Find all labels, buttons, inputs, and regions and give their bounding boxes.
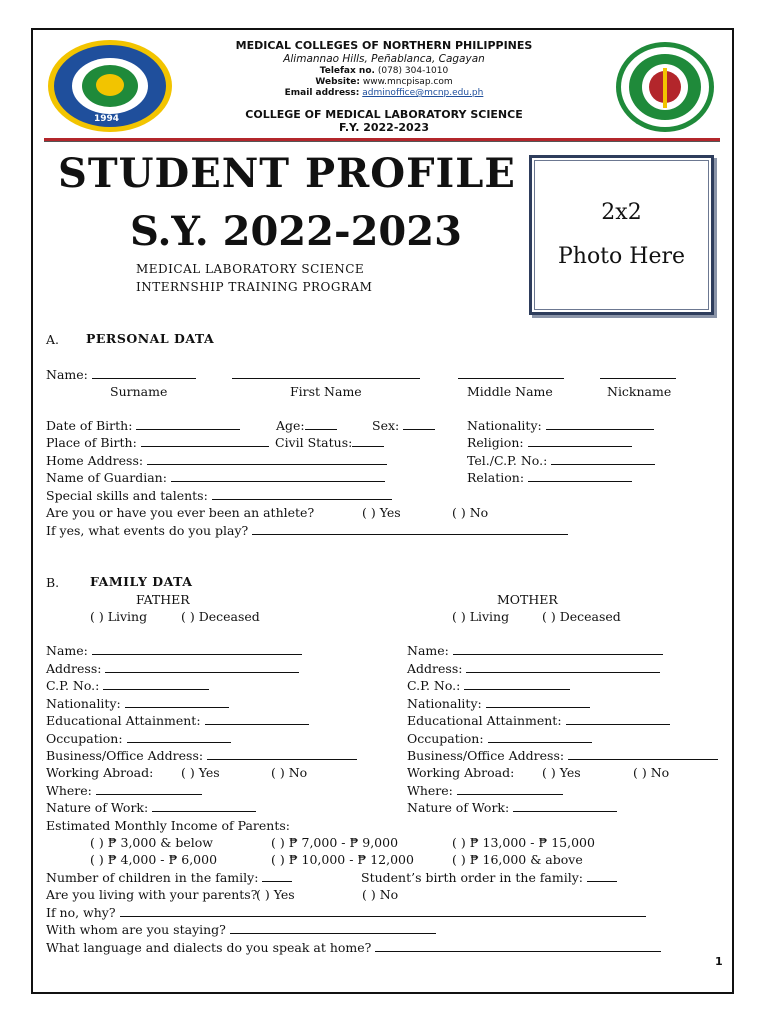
income-option[interactable]: ( ) ₱ 3,000 & below (90, 835, 213, 850)
mother-address-field[interactable] (466, 661, 660, 673)
mother-name-row: Name: (407, 643, 663, 658)
father-nationality-row: Nationality: (46, 696, 229, 711)
birth-order-row: Student’s birth order in the family: (361, 870, 617, 885)
pob-row: Place of Birth: (46, 435, 269, 450)
first-name-caption: First Name (290, 384, 362, 399)
name-row: Name: (46, 367, 196, 382)
religion-row: Religion: (467, 435, 632, 450)
email-line: Email address: adminoffice@mcnp.edu.ph (284, 88, 484, 98)
father-where-field[interactable] (96, 783, 202, 795)
mother-business-field[interactable] (568, 748, 718, 760)
father-living-option[interactable]: ( ) Living (90, 609, 148, 624)
program-line-2: INTERNSHIP TRAINING PROGRAM (136, 280, 373, 294)
father-occupation-field[interactable] (127, 731, 231, 743)
mother-cp-field[interactable] (464, 678, 570, 690)
athlete-no-option[interactable]: ( ) No (452, 505, 489, 520)
father-name-field[interactable] (92, 643, 302, 655)
telefax-line: Telefax no. (078) 304-1010 (319, 66, 449, 76)
mother-abroad-no-option[interactable]: ( ) No (633, 765, 670, 780)
guardian-row: Name of Guardian: (46, 470, 385, 485)
mother-heading: MOTHER (497, 592, 558, 607)
surname-caption: Surname (110, 384, 168, 399)
father-address-row: Address: (46, 661, 299, 676)
language-field[interactable] (375, 940, 661, 952)
tel-row: Tel./C.P. No.: (467, 453, 655, 468)
section-b-letter: B. (46, 575, 60, 590)
civil-status-field[interactable] (352, 435, 384, 447)
income-label: Estimated Monthly Income of Parents: (46, 818, 290, 833)
relation-row: Relation: (467, 470, 632, 485)
school-address: Alimannao Hills, Peñablanca, Cagayan (283, 53, 485, 65)
mother-address-row: Address: (407, 661, 660, 676)
seal-year: 1994 (94, 114, 120, 124)
header-divider (44, 138, 720, 142)
form-school-year: S.Y. 2022-2023 (130, 208, 462, 255)
fiscal-year: F.Y. 2022-2023 (338, 121, 430, 134)
father-education-field[interactable] (205, 713, 309, 725)
father-education-row: Educational Attainment: (46, 713, 309, 728)
section-b-heading: FAMILY DATA (90, 574, 193, 589)
father-abroad-yes-option[interactable]: ( ) Yes (181, 765, 220, 780)
father-abroad-no-option[interactable]: ( ) No (271, 765, 308, 780)
nationality-field[interactable] (546, 418, 654, 430)
children-row: Number of children in the family: (46, 870, 292, 885)
income-option[interactable]: ( ) ₱ 10,000 - ₱ 12,000 (271, 852, 414, 867)
income-option[interactable]: ( ) ₱ 16,000 & above (452, 852, 583, 867)
photo-placeholder[interactable] (529, 155, 714, 315)
if-no-row: If no, why? (46, 905, 646, 920)
first-name-field[interactable] (232, 367, 420, 379)
sex-field[interactable] (403, 418, 435, 430)
program-line-1: MEDICAL LABORATORY SCIENCE (136, 262, 365, 276)
mother-abroad-yes-option[interactable]: ( ) Yes (542, 765, 581, 780)
dob-field[interactable] (136, 418, 240, 430)
father-abroad-label: Working Abroad: (46, 765, 154, 780)
page-number: 1 (715, 955, 723, 968)
nationality-row: Nationality: (467, 418, 654, 433)
income-option[interactable]: ( ) ₱ 4,000 - ₱ 6,000 (90, 852, 218, 867)
father-occupation-row: Occupation: (46, 731, 231, 746)
sex-row: Sex: (372, 418, 435, 433)
father-name-row: Name: (46, 643, 302, 658)
father-address-field[interactable] (105, 661, 299, 673)
home-address-row: Home Address: (46, 453, 387, 468)
photo-caption: Photo Here (557, 244, 686, 269)
living-with-no-option[interactable]: ( ) No (362, 887, 399, 902)
website-line: Website: www.mncpisap.com (315, 77, 453, 87)
father-heading: FATHER (136, 592, 190, 607)
age-field[interactable] (305, 418, 337, 430)
relation-field[interactable] (528, 470, 632, 482)
living-with-yes-option[interactable]: ( ) Yes (256, 887, 295, 902)
language-row: What language and dialects do you speak at home? (46, 940, 661, 955)
mother-occupation-field[interactable] (488, 731, 592, 743)
father-nationality-field[interactable] (125, 696, 229, 708)
mother-education-row: Educational Attainment: (407, 713, 670, 728)
athlete-yes-option[interactable]: ( ) Yes (362, 505, 401, 520)
skills-row: Special skills and talents: (46, 488, 392, 503)
email-link[interactable]: adminoffice@mcnp.edu.ph (362, 88, 484, 98)
father-where-row: Where: (46, 783, 202, 798)
section-a-heading: PERSONAL DATA (86, 331, 215, 346)
home-address-field[interactable] (147, 453, 387, 465)
form-title: STUDENT PROFILE (58, 150, 516, 197)
mother-business-row: Business/Office Address: (407, 748, 718, 763)
mother-nature-field[interactable] (513, 800, 617, 812)
middle-name-field[interactable] (458, 367, 564, 379)
guardian-field[interactable] (171, 470, 385, 482)
middle-name-caption: Middle Name (467, 384, 553, 399)
age-row: Age: (276, 418, 337, 433)
tel-field[interactable] (551, 453, 655, 465)
photo-size: 2x2 (601, 200, 642, 225)
nickname-field[interactable] (600, 367, 676, 379)
father-nature-field[interactable] (152, 800, 256, 812)
mother-cp-row: C.P. No.: (407, 678, 570, 693)
surname-field[interactable] (92, 367, 196, 379)
athlete-question: Are you or have you ever been an athlete? (46, 505, 315, 520)
income-option[interactable]: ( ) ₱ 13,000 - ₱ 15,000 (452, 835, 595, 850)
mother-name-field[interactable] (453, 643, 663, 655)
father-business-field[interactable] (207, 748, 357, 760)
mother-nature-row: Nature of Work: (407, 800, 617, 815)
mother-where-field[interactable] (457, 783, 563, 795)
birth-order-field[interactable] (587, 870, 617, 882)
living-with-parents-question: Are you living with your parents? (46, 887, 258, 902)
civil-status-row: Civil Status: (275, 435, 384, 450)
father-deceased-option[interactable]: ( ) Deceased (181, 609, 260, 624)
events-row: If yes, what events do you play? (46, 523, 568, 538)
mother-occupation-row: Occupation: (407, 731, 592, 746)
father-nature-row: Nature of Work: (46, 800, 256, 815)
mother-abroad-label: Working Abroad: (407, 765, 515, 780)
staying-field[interactable] (230, 922, 436, 934)
skills-field[interactable] (212, 488, 392, 500)
mother-living-option[interactable]: ( ) Living (452, 609, 510, 624)
mother-nationality-field[interactable] (486, 696, 590, 708)
school-name: MEDICAL COLLEGES OF NORTHERN PHILIPPINES (235, 39, 533, 52)
religion-field[interactable] (528, 435, 632, 447)
income-option[interactable]: ( ) ₱ 7,000 - ₱ 9,000 (271, 835, 399, 850)
father-cp-row: C.P. No.: (46, 678, 209, 693)
staying-row: With whom are you staying? (46, 922, 436, 937)
mother-education-field[interactable] (566, 713, 670, 725)
mother-where-row: Where: (407, 783, 563, 798)
mother-deceased-option[interactable]: ( ) Deceased (542, 609, 621, 624)
nickname-caption: Nickname (607, 384, 672, 399)
father-business-row: Business/Office Address: (46, 748, 357, 763)
dob-row: Date of Birth: (46, 418, 240, 433)
pob-field[interactable] (141, 435, 269, 447)
mother-nationality-row: Nationality: (407, 696, 590, 711)
events-field[interactable] (252, 523, 568, 535)
children-field[interactable] (262, 870, 292, 882)
section-a-letter: A. (46, 332, 60, 347)
if-no-field[interactable] (120, 905, 646, 917)
father-cp-field[interactable] (103, 678, 209, 690)
college-name: COLLEGE OF MEDICAL LABORATORY SCIENCE (245, 108, 523, 121)
